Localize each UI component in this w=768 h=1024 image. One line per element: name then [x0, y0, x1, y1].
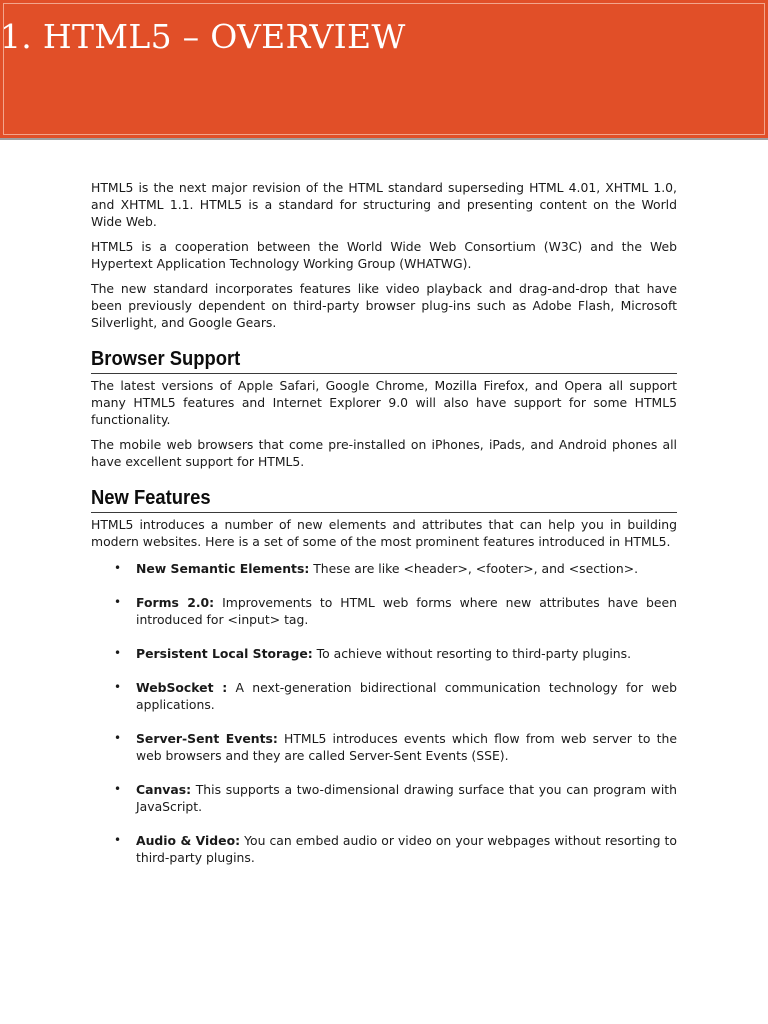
list-item [91, 832, 677, 866]
feature-description: To achieve without resorting to third-party plugins. [312, 646, 632, 661]
browser-support-paragraph-1: The latest versions of Apple Safari, Google Chrome, Mozilla Firefox, and Opera all support many HTML5 features and Internet Explorer 9.0 will also have support for some HTML5 functionality. [91, 378, 677, 427]
browser-support-paragraph-2: The mobile web browsers that come pre-installed on iPhones, iPads, and Android phones all have excellent support for HTML5. [91, 437, 677, 469]
browser-support-heading: Browser Support [91, 348, 241, 370]
heading-divider [91, 512, 677, 513]
intro-paragraph-3: The new standard incorporates features like video playback and drag-and-drop that have been previously dependent on third-party browser plug-ins such as Adobe Flash, Microsoft Silverlight, and Google Gears. [91, 281, 677, 330]
intro-paragraph-1: HTML5 is the next major revision of the HTML standard superseding HTML 4.01, XHTML 1.0, and XHTML 1.1. HTML5 is a standard for structuring and presenting content on the World Wide Web. [91, 180, 677, 229]
list-item [91, 645, 677, 662]
bullet-icon: • [114, 833, 122, 847]
list-item [91, 594, 677, 628]
feature-name: Persistent Local Storage: [136, 646, 313, 661]
bullet-icon: • [114, 782, 122, 796]
heading-divider [91, 373, 677, 374]
bullet-icon: • [114, 561, 122, 575]
intro-paragraph-2: HTML5 is a cooperation between the World Wide Web Consortium (W3C) and the Web Hypertext Application Technology Working Group (WHATWG). [91, 239, 677, 271]
feature-description: This supports a two-dimensional drawing surface that you can program with JavaScript. [136, 782, 677, 814]
feature-name: New Semantic Elements: [136, 561, 310, 576]
feature-description: These are like <header>, <footer>, and <section>. [309, 561, 639, 576]
feature-name: WebSocket : [136, 680, 228, 695]
list-item [91, 781, 677, 815]
list-item [91, 730, 677, 764]
chapter-title: 1. HTML5 – OVERVIEW [0, 17, 406, 56]
feature-description: A next-generation bidirectional communication technology for web applications. [136, 680, 677, 712]
feature-name: Audio & Video: [136, 833, 241, 848]
list-item [91, 679, 677, 713]
feature-list [91, 560, 677, 866]
feature-description: You can embed audio or video on your webpages without resorting to third-party plugins. [136, 833, 677, 865]
new-features-intro: HTML5 introduces a number of new elements and attributes that can help you in building modern websites. Here is a set of some of the most prominent features introduced in HTML5. [91, 517, 677, 549]
list-item [91, 560, 677, 577]
feature-name: Server-Sent Events: [136, 731, 278, 746]
bullet-icon: • [114, 731, 122, 745]
feature-name: Forms 2.0: [136, 595, 215, 610]
bullet-icon: • [114, 680, 122, 694]
new-features-heading: New Features [91, 487, 211, 509]
feature-name: Canvas: [136, 782, 192, 797]
bullet-icon: • [114, 595, 122, 609]
bullet-icon: • [114, 646, 122, 660]
feature-description: Improvements to HTML web forms where new attributes have been introduced for <input> tag. [136, 595, 677, 627]
chapter-banner [0, 0, 768, 140]
feature-description: HTML5 introduces events which flow from web server to the web browsers and they are called Server-Sent Events (SSE). [136, 731, 677, 763]
page-content [91, 179, 677, 883]
